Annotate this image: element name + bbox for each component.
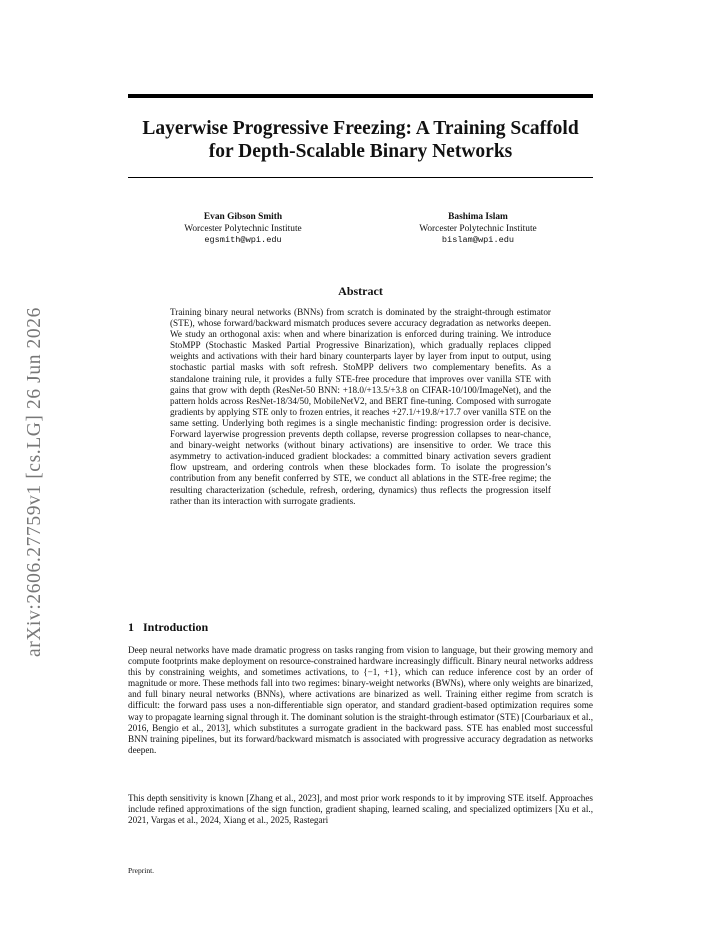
footer-note: Preprint. (128, 866, 155, 875)
intro-paragraph-1: Deep neural networks have made dramatic progress on tasks ranging from vision to language, but their growing memory and compute footprints make deployment on resource-constrained hardware increasingly difficult. Binary neural networks address this by constraining weights, and sometimes activations, to {−1, +1}, which can reduce inference cost by an order of magnitude or more. These methods fall into two regimes: binary-weight networks (BWNs), where only weights are binarized, and full binary neural networks (BNNs), where activations are binarized as well. Training either regime from scratch is difficult: the forward pass uses a non-differentiable sign operator, and standard gradient-based optimization requires some way to propagate learning signal through it. The dominant solution is the straight-through estimator (STE) [Courbariaux et al., 2016, Bengio et al., 2013], which substitutes a surrogate gradient in the backward pass. STE has enabled most successful BNN training pipelines, but its forward/backward mismatch is associated with progressive accuracy degradation as networks deepen. (128, 645, 593, 755)
paper-title (128, 117, 593, 163)
author-name: Evan Gibson Smith (203, 212, 283, 222)
author-block (128, 212, 593, 272)
title-bottom-rule (128, 177, 593, 178)
title-line-1: Layerwise Progressive Freezing: A Training Scaffold (142, 118, 579, 139)
author-2 (378, 212, 578, 247)
title-line-2: for Depth-Scalable Binary Networks (208, 141, 513, 162)
intro-paragraph-2: This depth sensitivity is known [Zhang et al., 2023], and most prior work responds to it by improving STE itself. Approaches include refined approximations of the sign function, gradient shaping, learned scaling, and specialized optimizers [Xu et al., 2021, Vargas et al., 2024, Xiang et al., 2025, Rastegari (128, 793, 593, 826)
author-email[interactable]: egsmith@wpi.edu (204, 235, 282, 245)
abstract-text: Training binary neural networks (BNNs) from scratch is dominated by the straight-through estimator (STE), whose forward/backward mismatch produces severe accuracy degradation as networks deepen. We study an orthogonal axis: when and where binarization is enforced during training. We introduce StoMPP (Stochastic Masked Partial Progressive Binarization), which gradually replaces clipped weights and activations with their hard binary counterparts layer by layer from input to output, using stochastic partial masks with soft refresh. StoMPP delivers two complementary benefits. As a standalone training rule, it provides a fully STE-free procedure that improves over vanilla STE with gains that grow with depth (ResNet-50 BNN: +18.0/+13.5/+3.8 on CIFAR-10/100/ImageNet), and the pattern holds across ResNet-18/34/50, MobileNetV2, and BERT fine-tuning. Composed with surrogate gradients by applying STE only to frozen entries, it reaches +27.1/+19.8/+17.7 over vanilla STE on the same setting. Underlying both regimes is a single mechanistic finding: progression order is decisive. Forward layerwise progression prevents depth collapse, reverse progression collapses to near-chance, and binary-weight networks (without binary activations) are insensitive to order. We trace this asymmetry to activation-induced gradient blockades: a committed binary activation severs gradient flow upstream, and ordering controls when these blockades form. To isolate the progression’s contribution from any benefit conferred by STE, we conduct all ablations in the STE-free regime; the resulting characterization (schedule, refresh, ordering, dynamics) thus reflects the progression itself rather than its interaction with surrogate gradients. (170, 307, 551, 506)
author-name: Bashima Islam (448, 212, 508, 222)
author-1 (143, 212, 343, 247)
author-affiliation: Worcester Polytechnic Institute (184, 223, 302, 234)
title-top-rule (128, 94, 593, 98)
section-heading (128, 620, 208, 635)
arxiv-identifier: arXiv:2606.27759v1 [cs.LG] 26 Jun 2026 (24, 307, 45, 657)
author-affiliation: Worcester Polytechnic Institute (419, 223, 537, 234)
section-title: Introduction (143, 620, 209, 634)
abstract-heading: Abstract (338, 284, 383, 298)
author-email[interactable]: bislam@wpi.edu (441, 235, 515, 245)
section-number: 1 (128, 620, 134, 634)
